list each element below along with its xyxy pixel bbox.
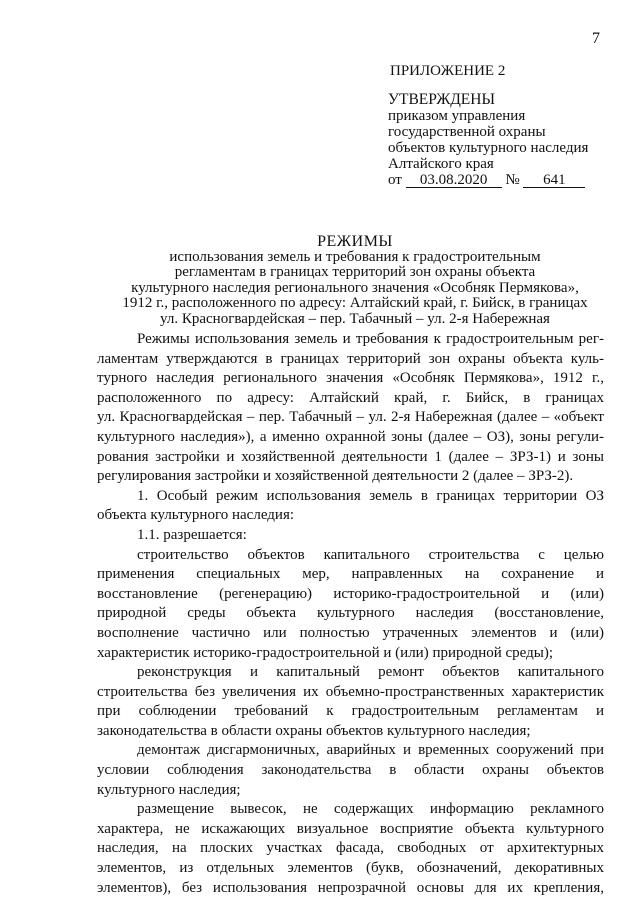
body-line: восстановление (регенерацию) историко-градостроительной и (или) <box>97 585 604 602</box>
title-line: 1912 г., расположенного по адресу: Алтайский край, г. Бийск, в границах <box>122 295 588 311</box>
body-line: объекта культурного наследия: <box>97 507 295 524</box>
approval-line: Алтайского края <box>388 156 494 172</box>
body-line: элементов), без использования непрозрачной основы для их крепления, <box>97 879 604 896</box>
body-line: условии соблюдения законодательства в области охраны объектов <box>97 762 604 779</box>
approval-line: государственной охраны <box>388 124 546 140</box>
order-date: 03.08.2020 <box>406 173 502 188</box>
title-line: использования земель и требования к градостроительным <box>169 248 541 265</box>
body-line: элементов, из отдельных элементов (букв, обозначений, декоративных <box>97 860 604 877</box>
approval-line: объектов культурного наследия <box>388 140 589 156</box>
appendix-label: ПРИЛОЖЕНИЕ 2 <box>390 63 506 79</box>
title-line: регламентам в границах территорий зон охраны объекта <box>174 264 536 280</box>
number-label: № <box>505 172 520 188</box>
body-line: ламентам утверждаются в границах территорий зон охраны объекта куль- <box>97 350 604 367</box>
body-line: размещение вывесок, не содержащих информацию рекламного <box>137 801 604 818</box>
body-text <box>97 330 604 898</box>
approval-heading: УТВЕРЖДЕНЫ <box>388 91 495 108</box>
body-line: законодательства в области охраны объектов культурного наследия; <box>97 722 531 739</box>
body-line: применения специальных мер, направленных на сохранение и <box>97 566 604 583</box>
body-line: характера, не искажающих визуальное восприятие объекта культурного <box>97 820 604 837</box>
body-line: Режимы использования земель и требования к градостроительным рег- <box>137 331 604 347</box>
body-line: демонтаж дисгармоничных, аварийных и временных сооружений при <box>137 742 604 759</box>
body-line: восполнение частично или полностью утраченных элементов и (или) <box>97 624 604 641</box>
approval-block <box>388 92 588 188</box>
body-line: 1. Особый режим использования земель в границах территории ОЗ <box>137 487 604 504</box>
body-line: культурного наследия; <box>97 781 241 798</box>
body-line: рования застройки и хозяйственной деятельности 1 (далее – ЗРЗ-1) и зоны <box>97 448 604 465</box>
approval-line: приказом управления <box>388 108 526 124</box>
body-line: культурного наследия»), а именно охранной зоны (далее – ОЗ), зоны регули- <box>97 428 604 445</box>
approval-date-line <box>388 172 588 188</box>
title-main: РЕЖИМЫ <box>317 233 393 250</box>
body-line: турного наследия регионального значения «Особняк Пермякова», 1912 г., <box>97 370 604 387</box>
body-line: характеристик историко-градостроительной и (или) природной среды); <box>97 644 554 661</box>
body-line: реконструкция и капитальный ремонт объектов капитального <box>137 664 604 681</box>
order-number: 641 <box>523 173 585 188</box>
body-line: расположенного по адресу: Алтайский край, г. Бийск, в границах <box>97 389 604 406</box>
body-line: строительство объектов капитального строительства с целью <box>137 546 604 563</box>
body-line: при соблюдении требований к градостроительным регламентам и <box>97 703 604 720</box>
body-line: строительства без увеличения их объемно-пространственных характеристик <box>97 683 604 700</box>
body-line: ул. Красногвардейская – пер. Табачный – ул. 2-я Набережная (далее – «объект <box>97 409 604 426</box>
body-line: природной среды объекта культурного наследия (восстановление, <box>97 605 604 622</box>
title-line: культурного наследия регионального значения «Особняк Пермякова», <box>131 279 579 296</box>
document-title <box>80 234 630 327</box>
body-line: регулирования застройки и хозяйственной деятельности 2 (далее – ЗРЗ-2). <box>97 468 574 485</box>
page-number: 7 <box>592 30 600 47</box>
body-line: наследия, на плоских участках фасада, свободных от архитектурных <box>97 840 604 857</box>
body-line: 1.1. разрешается: <box>137 526 247 543</box>
from-label: от <box>388 172 402 188</box>
title-line: ул. Красногвардейская – пер. Табачный – ул. 2-я Набережная <box>160 310 550 327</box>
